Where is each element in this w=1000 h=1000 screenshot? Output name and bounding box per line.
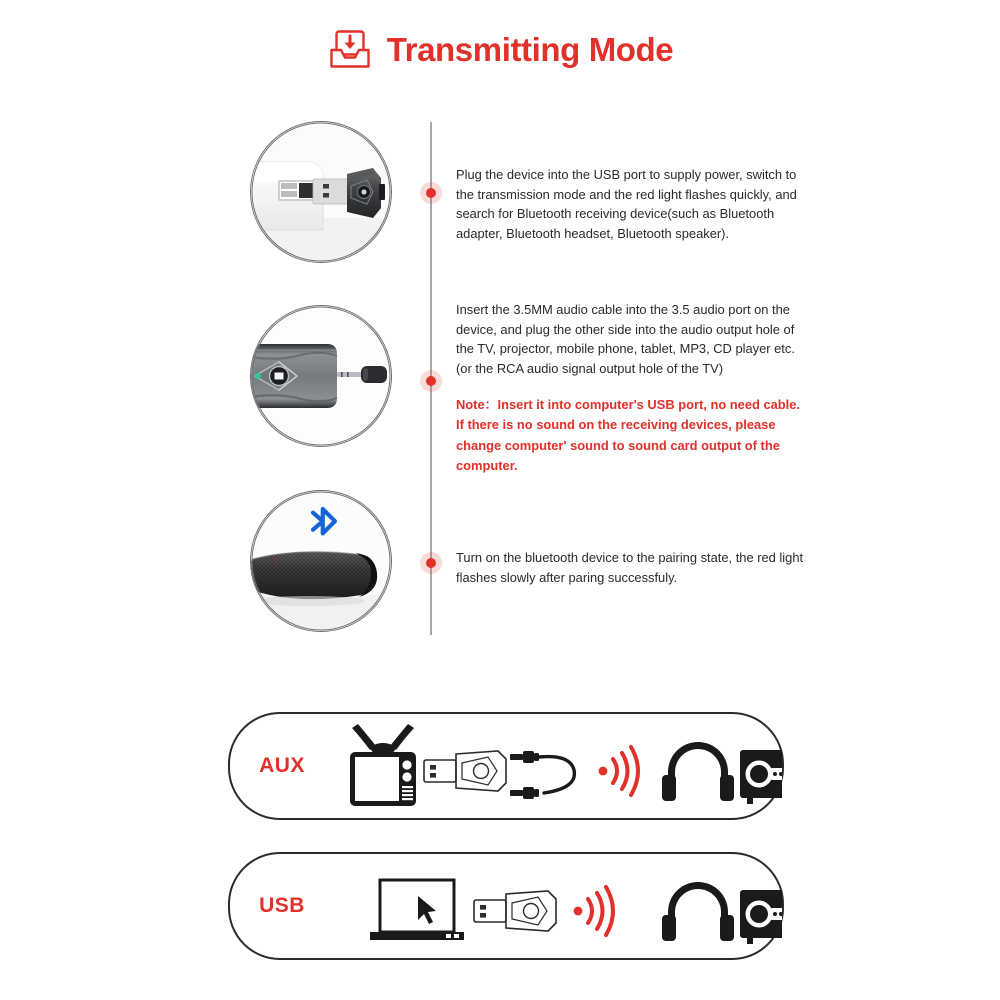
step-photo-bluetooth-speaker — [250, 490, 392, 632]
step-1-text: Plug the device into the USB port to supply power, switch to the transmission mode and the red light flashes quickly, and search for Bluetooth receiving device(such as Bluetooth adapter, Bluetooth headset, Bluetooth speaker). — [456, 167, 797, 241]
diagram-usb-icons — [334, 854, 782, 958]
usb-dongle-icon — [474, 891, 556, 931]
timeline-bullet-3 — [420, 552, 442, 574]
diagram-aux-icons — [334, 714, 782, 818]
page-title: Transmitting Mode — [386, 30, 674, 68]
aux-cable-icon — [510, 751, 574, 799]
step-3-text: Turn on the bluetooth device to the pairing state, the red light flashes slowly after paring successfuly. — [456, 550, 804, 585]
step-photo-usb-power — [250, 121, 392, 263]
headphones-icon — [662, 882, 734, 941]
laptop-icon — [370, 880, 464, 940]
download-tray-icon — [327, 26, 373, 72]
diagram-aux — [228, 712, 784, 820]
timeline-bullet-2 — [420, 370, 442, 392]
headphones-icon — [662, 742, 734, 801]
diagram-aux-label: AUX — [259, 754, 305, 777]
page-header — [0, 26, 1000, 72]
boombox-speaker-icon — [740, 890, 782, 944]
diagram-usb — [228, 852, 784, 960]
wireless-signal-icon — [574, 887, 613, 935]
boombox-speaker-icon — [740, 750, 782, 804]
note-text: Note：Insert it into computer's USB port, no need cable. If there is no sound on the receiving devices, please change computer' sound to sound card output of the computer. — [456, 397, 800, 474]
timeline-bullet-1 — [420, 182, 442, 204]
tv-icon — [350, 724, 416, 806]
diagram-usb-label: USB — [259, 894, 305, 917]
wireless-signal-icon — [599, 747, 638, 795]
usb-dongle-icon — [424, 751, 506, 791]
step-photo-aux-cable — [250, 305, 392, 447]
step-2-text: Insert the 3.5MM audio cable into the 3.5 audio port on the device, and plug the other side into the audio output hole of the TV, projector, mobile phone, tablet, MP3, CD player etc. (or the RCA audio signal output hole of the TV) — [456, 302, 795, 376]
